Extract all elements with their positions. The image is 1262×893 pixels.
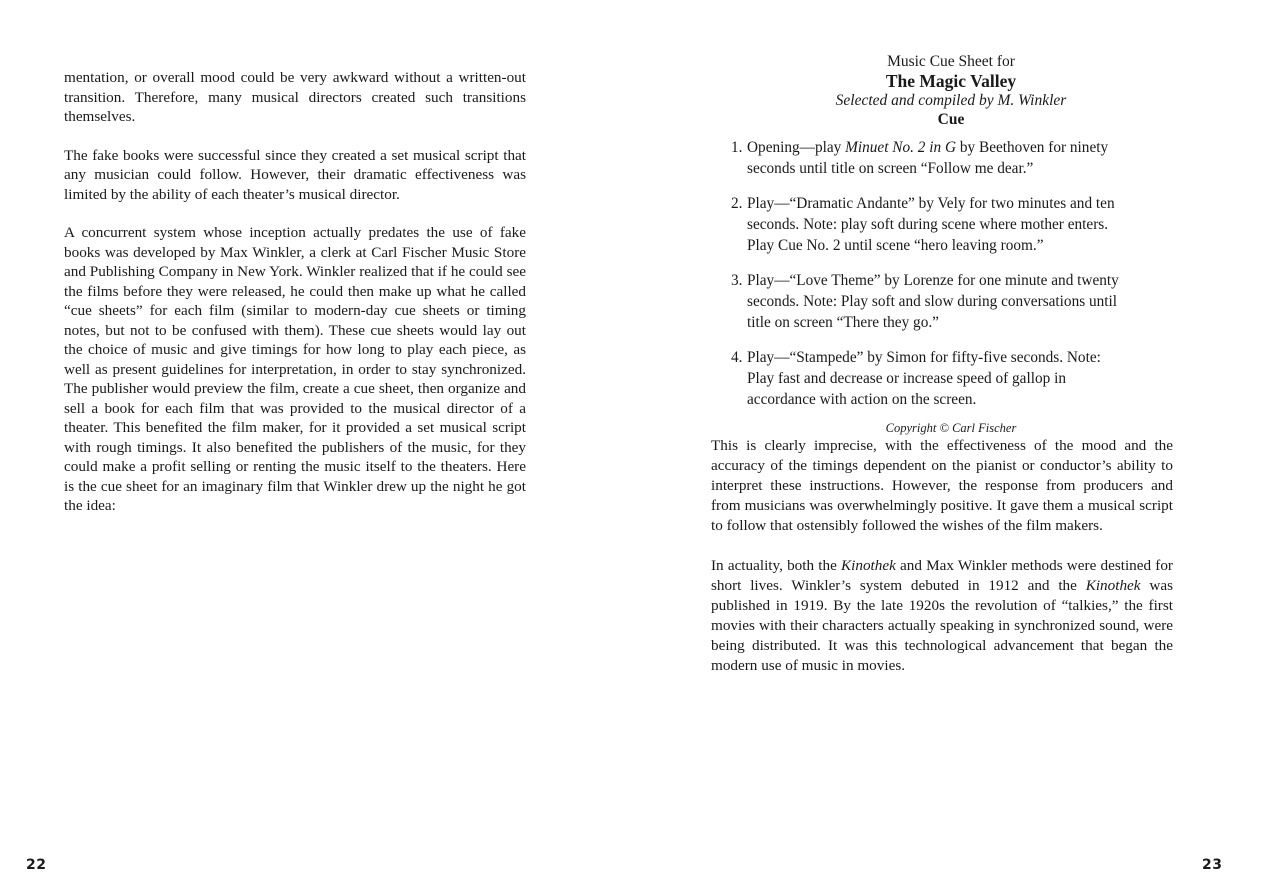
cue-label: Cue [937, 111, 965, 128]
cue-number: 3. [731, 272, 743, 289]
cue-list [731, 137, 1171, 410]
compiled-by: Selected and compiled by M. Winkler [835, 92, 1067, 109]
left-page-text [64, 68, 526, 535]
cue-number: 2. [731, 195, 743, 212]
cue-text: Play—“Dramatic Andante” by Vely for two minutes and ten seconds. Note: play soft during scene where mother enters. Play Cue No. 2 until scene “hero leaving room.” [747, 195, 1115, 254]
right-page-text [711, 436, 1173, 696]
cue-text: Play—“Stampede” by Simon for fifty-five seconds. Note: Play fast and decrease or increase speed of gallop in accordance with action on the screen. [747, 349, 1101, 408]
cue-item [731, 137, 1171, 179]
cue-sheet-header [731, 52, 1171, 129]
text-part: was published in 1919. By the late 1920s the revolution of “talkies,” the first movies with their characters actually speaking in synchronized sound, were being distributed. It was this technological advancement that began the modern use of music in movies. [711, 577, 1173, 674]
cue-text [747, 137, 1127, 179]
cue-text-part: by Beethoven for ninety seconds until title on screen “Follow me dear.” [747, 139, 1109, 177]
cue-text: Play—“Love Theme” by Lorenze for one minute and twenty seconds. Note: Play soft and slow during conversations until title on screen “There they go.” [747, 272, 1119, 331]
paragraph-imprecise: This is clearly imprecise, with the effectiveness of the mood and the accuracy of the timings dependent on the pianist or conductor’s ability to interpret these instructions. However, the response from producers and from musicians was overwhelmingly positive. It gave them a musical script to follow that ostensibly followed the wishes of the film makers. [711, 437, 1173, 534]
page-number-left: 22 [26, 857, 47, 873]
cue-sheet [731, 52, 1171, 436]
kinothek-term: Kinothek [1085, 577, 1141, 594]
cue-sheet-heading: Music Cue Sheet for [887, 53, 1015, 70]
kinothek-term: Kinothek [841, 557, 896, 574]
paragraph-transition: mentation, or overall mood could be very awkward without a written-out transition. Therefore, many musical directors created such transitions themselves. [64, 69, 526, 125]
text-part: and Max Winkler methods were destined for short lives. Winkler’s system debuted in 1912 and the [711, 557, 1173, 594]
cue-item [731, 347, 1171, 410]
page-number-right: 23 [1202, 857, 1223, 873]
paragraph-winkler: A concurrent system whose inception actually predates the use of fake books was developed by Max Winkler, a clerk at Carl Fischer Music Store and Publishing Company in New York. Winkler realized that if he could see the films before they were released, he could then make up what he called “cue sheets” for each film (similar to modern-day cue sheets or timing notes, but not to be confused with them). These cue sheets would lay out the choice of music and give timings for how long to play each piece, as well as present guidelines for interpretation, in order to stay synchronized. The publisher would preview the film, create a cue sheet, then organize and sell a book for each film that was provided to the musical director of a theater. This benefited the film maker, for it provided a set musical script with rough timings. It also benefited the publishers of the music, for they could make a profit selling or renting the music itself to the theaters. Here is the cue sheet for an imaginary film that Winkler drew up the night he got the idea: [64, 224, 526, 514]
right-page [631, 0, 1262, 893]
cue-piece-title: Minuet No. 2 in G [845, 139, 957, 156]
cue-text-part: Opening—play [747, 139, 846, 156]
cue-item [731, 193, 1171, 256]
cue-number: 1. [731, 139, 743, 156]
cue-number: 4. [731, 349, 743, 366]
text-part: In actuality, both the [711, 557, 841, 574]
film-title: The Magic Valley [885, 71, 1017, 91]
paragraph-actuality [711, 556, 1173, 676]
cue-item [731, 270, 1171, 333]
cue-sheet-copyright: Copyright © Carl Fischer [885, 421, 1017, 435]
paragraph-fake-books: The fake books were successful since they created a set musical script that any musician could follow. However, their dramatic effectiveness was limited by the ability of each theater’s musical director. [64, 146, 526, 203]
